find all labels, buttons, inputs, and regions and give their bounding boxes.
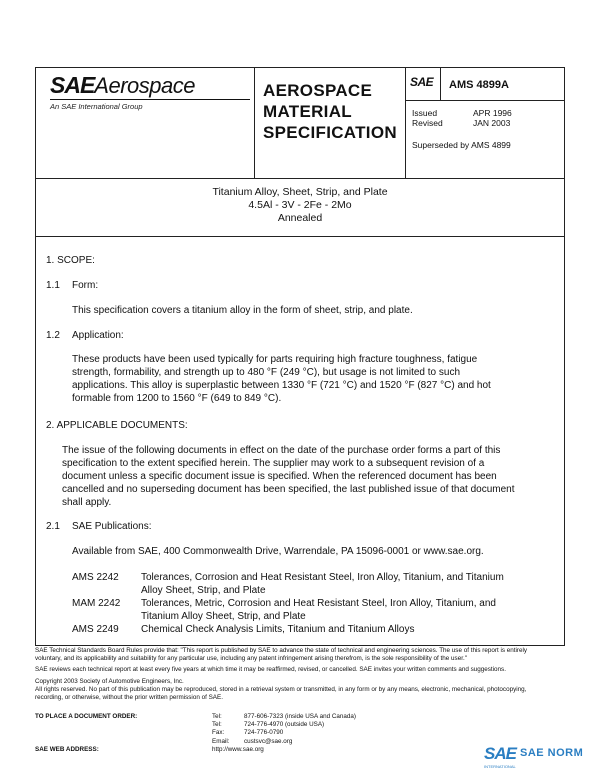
order-label: TO PLACE A DOCUMENT ORDER:	[35, 713, 138, 720]
doc-number: AMS 4899A	[449, 79, 509, 91]
paragraph-line: shall apply.	[62, 497, 112, 508]
document-title-line: Annealed	[277, 212, 323, 224]
ref-description	[141, 571, 561, 597]
section-2-paragraph	[62, 444, 562, 509]
ref-code: AMS 2242	[72, 572, 119, 583]
ref-description	[141, 597, 561, 623]
revised-label: Revised	[412, 118, 443, 128]
ref-code: MAM 2242	[72, 598, 121, 609]
header-divider	[440, 67, 441, 100]
section-1-2-number: 1.2	[46, 330, 60, 341]
page-title	[263, 80, 397, 143]
contact-value: 724-776-0790	[244, 729, 284, 737]
footer-notice	[35, 647, 575, 702]
header-divider	[405, 100, 565, 101]
contact-value: 877-606-7323 (inside USA and Canada)	[244, 713, 357, 720]
paragraph-line: cancelled and no superseding document has been specified, the last published issue of that document	[62, 484, 515, 495]
stamp-norm: SAE NORM	[520, 747, 584, 759]
header-divider	[254, 67, 255, 178]
section-2-1-title: SAE Publications:	[72, 521, 152, 532]
issued-label: Issued	[412, 108, 438, 118]
ref-description	[141, 623, 561, 636]
section-1-1-title: Form:	[72, 280, 99, 291]
stamp-sub: INTERNATIONAL	[484, 764, 516, 769]
paragraph-line: document unless a specific document issue is specified. When the referenced document has been	[62, 471, 497, 482]
stamp-sae: SAE	[484, 744, 516, 763]
footer-line: All rights reserved. No part of this publication may be reproduced, stored in a retrieval system or transmitted, in any form or by any means, electronic, mechanical, photocopying,	[35, 685, 527, 693]
header-bottom-rule	[35, 178, 565, 179]
paragraph-line: The issue of the following documents in effect on the date of the purchase order forms a part of this	[62, 445, 501, 456]
footer-line: voluntary, and its applicability and suitability for any particular use, including any patent infringement arising therefrom, is the sole responsibility of the user."	[35, 655, 467, 663]
section-2-heading: 2. APPLICABLE DOCUMENTS:	[46, 420, 188, 431]
issued-date: APR 1996	[473, 108, 512, 118]
footer-line: SAE Technical Standards Board Rules provide that: "This report is published by SAE to advance the state of technical and engineering sciences. The use of this report is entirely	[35, 647, 528, 654]
revised-date: JAN 2003	[473, 118, 511, 128]
superseded-note: Superseded by AMS 4899	[412, 140, 511, 150]
section-1-2-title: Application:	[72, 330, 124, 341]
paragraph-line: strength, formability, and strength up to 480 °F (249 °C), but usage is not limited to such	[72, 367, 461, 378]
contact-label: Email:	[212, 737, 230, 745]
contact-value[interactable]: custsvc@sae.org	[244, 737, 293, 745]
paragraph-line: specification to the extent specified herein. The supplier may work to a subsequent revision of a	[62, 458, 485, 469]
contact-label: Fax:	[212, 729, 225, 737]
section-1-1-text: This specification covers a titanium alloy in the form of sheet, strip, and plate.	[72, 305, 413, 316]
paragraph-line: These products have been used typically for parts requiring high fracture toughness, fatigue	[72, 354, 478, 365]
logo-subtitle: An SAE International Group	[50, 102, 143, 111]
ref-line: Titanium Alloy Sheet, Strip, and Plate	[141, 611, 306, 622]
logo-sae-text: SAE	[50, 72, 95, 98]
contact-label: Tel:	[212, 713, 222, 720]
contact-list	[212, 713, 356, 746]
paragraph-line: formable from 1200 to 1560 °F (649 to 849 °C).	[72, 393, 282, 404]
paragraph-line: applications. This alloy is superplastic between 1330 °F (721 °C) and 1520 °F (827 °C) and hot	[72, 380, 491, 391]
logo-underline	[50, 99, 250, 100]
small-sae-logo: SAE	[410, 75, 434, 89]
footer-line: SAE reviews each technical report at least every five years at which time it may be reaffirmed, revised, or cancelled. SAE invites your written comments and suggestions.	[35, 666, 506, 674]
web-address-link[interactable]: http://www.sae.org	[212, 746, 264, 753]
contact-label: Tel:	[212, 721, 222, 729]
ref-code: AMS 2249	[72, 624, 119, 635]
footer-line: recording, or otherwise, without the prior written permission of SAE.	[35, 694, 223, 702]
document-title-line: 4.5Al - 3V - 2Fe - 2Mo	[248, 199, 352, 211]
document-title	[35, 186, 565, 225]
section-1-heading: 1. SCOPE:	[46, 255, 95, 266]
ref-line: Alloy Sheet, Strip, and Plate	[141, 585, 266, 596]
footer-line: Copyright 2003 Society of Automotive Engineers, Inc.	[35, 677, 184, 685]
ref-line: Tolerances, Corrosion and Heat Resistant Steel, Iron Alloy, Titanium, and Titanium	[141, 572, 504, 583]
ref-line: Chemical Check Analysis Limits, Titanium and Titanium Alloys	[141, 624, 415, 635]
sae-norm-stamp	[484, 744, 596, 772]
header-divider	[405, 67, 406, 178]
section-1-2-paragraph	[72, 353, 562, 405]
web-label: SAE WEB ADDRESS:	[35, 746, 99, 753]
ref-line: Tolerances, Metric, Corrosion and Heat Resistant Steel, Iron Alloy, Titanium, and	[141, 598, 496, 609]
section-1-1-number: 1.1	[46, 280, 60, 291]
title-line: MATERIAL	[263, 102, 352, 121]
title-bottom-rule	[35, 236, 565, 237]
section-2-1-number: 2.1	[46, 521, 60, 532]
contact-value: 724-776-4970 (outside USA)	[244, 721, 325, 729]
sae-aerospace-logo	[50, 72, 195, 99]
title-line: AEROSPACE	[263, 81, 373, 100]
section-2-1-text: Available from SAE, 400 Commonwealth Drive, Warrendale, PA 15096-0001 or www.sae.org.	[72, 546, 484, 557]
document-title-line: Titanium Alloy, Sheet, Strip, and Plate	[212, 186, 388, 198]
logo-aerospace-text: Aerospace	[94, 73, 195, 98]
title-line: SPECIFICATION	[263, 123, 397, 142]
